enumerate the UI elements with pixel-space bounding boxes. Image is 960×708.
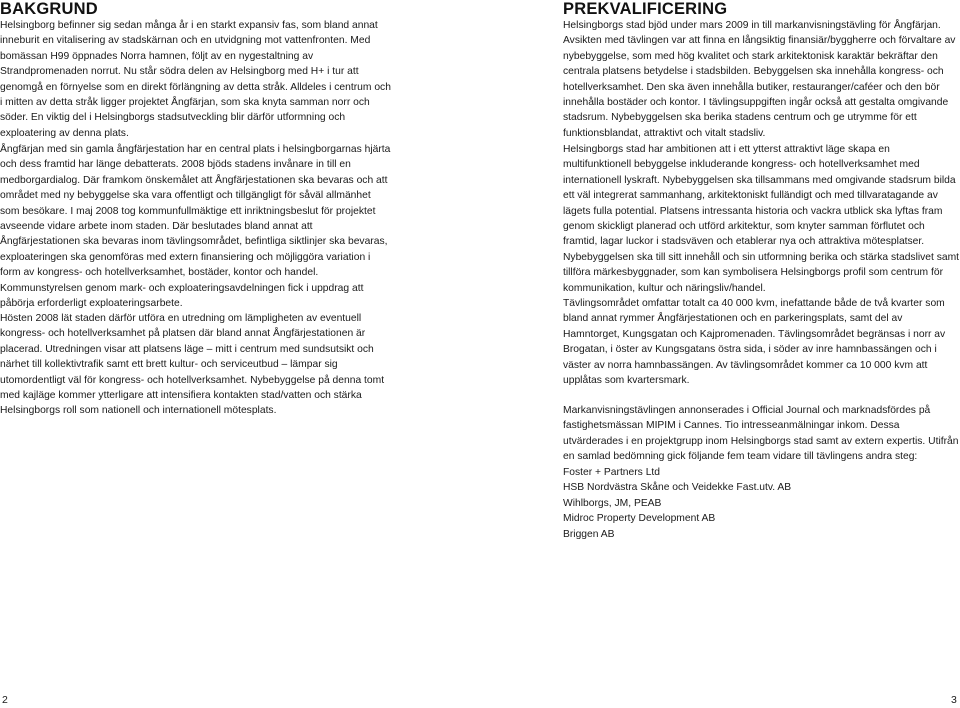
paragraph-competition: Helsingborgs stad bjöd under mars 2009 in till markanvisningstävling för Ångfärjan. Avsikten med tävlingen var att finna en långsiktig finansiär/byggherre och förvaltare av nybebyggelse, som med hög kvalitet och stark arkitektonisk karaktär bekräftar den centrala platsens betydelse i stadsbilden. Bebyggelsen ska innehålla kongress- och hotellverksamhet. Den ska även innehålla butiker, restauranger/caféer och den bör innehålla bostäder och kontor. I tävlingsuppgiften ingår också att gestalta omgivande stadsrum. Nybebyggelsen ska berika stadens centrum och ge utrymme för ett funktionsblandat, attraktivt och vitalt stadsliv. [563, 20, 956, 139]
paragraph-intro: Helsingborg befinner sig sedan många år i en starkt expansiv fas, som bland annat inneburit en vitalisering av stadskärnan och en utvidgning mot vattenfronten. Med bomässan H99 öppnades Norra hamnen, följt av en nygestaltning av Strandpromenaden norrut. Nu står södra delen av Helsingborg med H+ i tur att genomgå en förnyelse som en direkt förlängning av detta stråk. Alldeles i centrum och i mitten av detta stråk ligger projektet Ångfärjan, som ska knyta samman norr och söder. En viktig del i Helsingborgs stadsutveckling blir därför utformning och exploatering av denna plats. [0, 20, 391, 139]
paragraph-ambition: Helsingborgs stad har ambitionen att i ett ytterst attraktivt läge skapa en multifunktionell bebyggelse inkluderande kongress- och hotellverksamhet med internationell lyskraft. Nybebyggelsen ska tillsammans med omgivande stadsrum bilda ett väl integrerat sammanhang, arkitektoniskt fulländigt och med tillvaratagande av lägets fulla potential. Platsens intressanta historia och vackra utblick ska lyftas fram genom skickligt planerad och utförd arkitektur, som knyter samman förflutet och framtid, lagar luckor i stadsväven och etablerar nya och attraktiva mötesplatser. Nybebyggelsen ska till sitt innehåll och sin utformning berika och stärka stadslivet samt tillföra märkesbyggnader, som kan symbolisera Helsingborgs profil som centrum för kommunikation, kultur och näringsliv/handel. [563, 144, 960, 294]
paragraph-area: Tävlingsområdet omfattar totalt ca 40 000 kvm, inefattande både de två kvarter som bland annat rymmer Ångfärjestationen och en parkeringsplats, samt del av Hamntorget, Kungsgatan och Kajpromenaden. Tävlingsområdet begränsas i norr av Brogatan, i öster av Kungsgatans östra sida, i söder av inre hamnbassängen och i väster av norra hamnbassängen. Av tävlingsområdet kommer ca 10 000 kvm att upplåtas som kvartersmark. [563, 298, 946, 387]
team-list [563, 465, 960, 542]
paragraph-announcement: Markanvisningstävlingen annonserades i Official Journal och marknadsfördes på fastighetsmässan MIPIM i Cannes. Tio intresseanmälningar inkom. Dessa utvärderades i en projektgrupp inom Helsingborgs stad samt av extern expertis. Utifrån en samlad bedömning gick följande fem team vidare till tävlingens andra steg: [563, 405, 959, 463]
page-number-left: 2 [2, 694, 8, 706]
paragraph-dialog: Ångfärjan med sin gamla ångfärjestation har en central plats i helsingborgarnas hjärta och dess framtid har länge debatterats. 2008 bjöds stadens invånare in till en medborgardialog. Där framkom önskemålet att Ångfärjestationen ska bevaras och att området med ny bebyggelse ska vara offentligt och tillgängligt för såväl allmänhet som besökare. I maj 2008 tog kommunfullmäktige ett inriktningsbeslut för projektet avseende vidare arbete inom staden. Där beslutades bland annat att Ångfärjestationen ska bevaras inom tävlingsområdet, befintliga siktlinjer ska bevaras, exploateringen ska genomföras med extern finansiering och möjliggöra variation i form av kongress- och hotellverksamhet, bostäder, kontor och handel. Kommunstyrelsen genom mark- och exploateringsavdelningen fick i uppdrag att påbörja erforderligt exploateringsarbete. [0, 144, 391, 310]
section-heading-prekvalificering: PREKVALIFICERING [563, 0, 728, 18]
page-number-right: 3 [951, 694, 957, 706]
list-item: Midroc Property Development AB [563, 513, 716, 525]
list-item: Briggen AB [563, 528, 615, 540]
paragraph-hosten-2008: Hösten 2008 lät staden därför utföra en utredning om lämpligheten av eventuell kongress- och hotellverksamhet på platsen där bland annat Ångfärjestationen är placerad. Utredningen visar att platsens läge – mitt i centrum med sundsutsikt och närhet till kollektivtrafik samt ett brett kultur- och serviceutbud – lämpar sig utomordentligt väl för kongress- och hotellverksamhet. Nybebyggelse på denna tomt med kajläge kommer ytterligare att intensifiera kontakten stad/vatten och stärka Helsingborgs roll som nationell och internationell mötesplats. [0, 313, 385, 417]
list-item: Foster + Partners Ltd [563, 467, 661, 478]
list-item: Wihlborgs, JM, PEAB [563, 497, 662, 509]
list-item: HSB Nordvästra Skåne och Veidekke Fast.utv. AB [563, 482, 792, 494]
section-heading-bakgrund: BAKGRUND [0, 0, 98, 18]
